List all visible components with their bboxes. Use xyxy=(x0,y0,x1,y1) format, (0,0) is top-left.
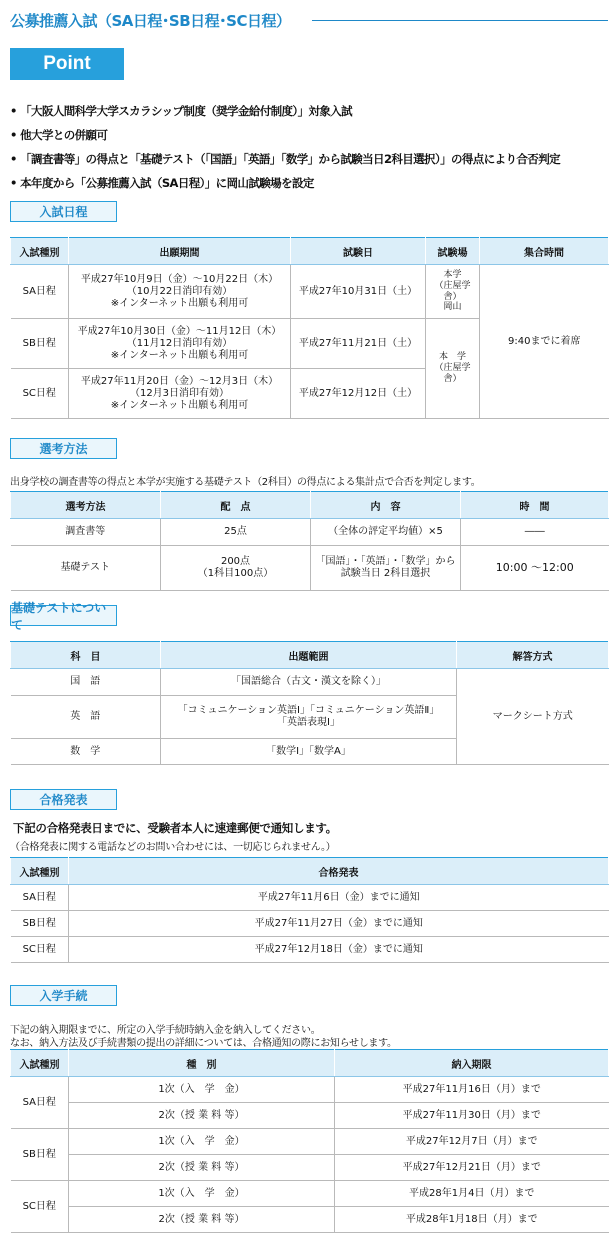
table-row xyxy=(11,519,609,546)
payment-kind: 2次（授 業 料 等） xyxy=(69,1103,335,1129)
exam-date: 平成27年11月21日（土） xyxy=(291,319,426,369)
section-label-result: 合格発表 xyxy=(10,789,117,810)
table-header: 科 目 xyxy=(11,642,161,669)
gather-time: 9:40までに着席 xyxy=(480,265,609,419)
result-date: 平成27年11月27日（金）までに通知 xyxy=(69,911,609,937)
selection-score: 25点 xyxy=(161,519,311,546)
selection-method: 調査書等 xyxy=(11,519,161,546)
table-header: 試験日 xyxy=(291,238,426,265)
table-header: 出願期間 xyxy=(69,238,291,265)
enrollment-note: 下記の納入期限までに、所定の入学手続時納入金を納入してください。 xyxy=(10,1025,321,1036)
exam-venue: 本 学 （庄屋学舎） xyxy=(426,319,480,419)
enrollment-table xyxy=(10,1049,609,1233)
section-label-selection: 選考方法 xyxy=(10,438,117,459)
table-row xyxy=(11,1207,609,1233)
table-header: 入試種別 xyxy=(11,1050,69,1077)
table-header: 種 別 xyxy=(69,1050,335,1077)
table-header: 試験場 xyxy=(426,238,480,265)
table-header: 時 間 xyxy=(461,492,609,519)
exam-type: SC日程 xyxy=(11,369,69,419)
test-range: 「国語総合（古文・漢文を除く）」 xyxy=(161,669,457,696)
table-row xyxy=(11,669,609,696)
table-header: 入試種別 xyxy=(11,238,69,265)
payment-kind: 1次（入 学 金） xyxy=(69,1181,335,1207)
exam-type: SA日程 xyxy=(11,1077,69,1129)
test-subject: 数 学 xyxy=(11,739,161,765)
point-item: • 本年度から「公募推薦入試（SA日程）」に岡山試験場を設定 xyxy=(10,171,610,195)
exam-type: SB日程 xyxy=(11,911,69,937)
table-header: 集合時間 xyxy=(480,238,609,265)
section-label-schedule: 入試日程 xyxy=(10,201,117,222)
selection-content: （全体の評定平均値）×5 xyxy=(311,519,461,546)
test-range: 「数学Ⅰ」「数学A」 xyxy=(161,739,457,765)
application-period: 平成27年11月20日（金）～12月3日（木） （12月3日消印有効） ※インターネット出願も利用可 xyxy=(69,369,291,419)
table-row xyxy=(11,1155,609,1181)
table-row xyxy=(11,885,609,911)
table-row xyxy=(11,546,609,591)
selection-score: 200点 （1科目100点） xyxy=(161,546,311,591)
table-row xyxy=(11,1181,609,1207)
exam-type: SB日程 xyxy=(11,1129,69,1181)
payment-deadline: 平成27年11月30日（月）まで xyxy=(335,1103,609,1129)
result-date: 平成27年11月6日（金）までに通知 xyxy=(69,885,609,911)
table-row xyxy=(11,265,609,319)
table-header: 入試種別 xyxy=(11,858,69,885)
table-row xyxy=(11,937,609,963)
table-header: 選考方法 xyxy=(11,492,161,519)
test-subject: 国 語 xyxy=(11,669,161,696)
result-note: 下記の合格発表日までに、受験者本人に速達郵便で通知します。 xyxy=(13,821,337,835)
section-label-enrollment: 入学手続 xyxy=(10,985,117,1006)
exam-type: SA日程 xyxy=(11,265,69,319)
enrollment-note-sub: なお、納入方法及び手続書類の提出の詳細については、合格通知の際にお知らせします。 xyxy=(10,1038,397,1049)
exam-date: 平成27年12月12日（土） xyxy=(291,369,426,419)
point-item: • 「大阪人間科学大学スカラシップ制度（奨学金給付制度）」対象入試 xyxy=(10,99,610,123)
exam-date: 平成27年10月31日（土） xyxy=(291,265,426,319)
table-row xyxy=(11,1103,609,1129)
payment-kind: 2次（授 業 料 等） xyxy=(69,1207,335,1233)
result-note-sub: （合格発表に関する電話などのお問い合わせには、一切応じられません。） xyxy=(10,842,336,853)
table-header: 合格発表 xyxy=(69,858,609,885)
basic-test-table xyxy=(10,641,609,765)
point-item: • 「調査書等」の得点と「基礎テスト（「国語」「英語」「数学」から試験当日2科目選択）」の得点により合否判定 xyxy=(10,147,610,171)
point-list xyxy=(10,99,610,195)
selection-description: 出身学校の調査書等の得点と本学が実施する基礎テスト（2科目）の得点による集計点で合否を判定します。 xyxy=(10,477,481,488)
application-period: 平成27年10月9日（金）～10月22日（木） （10月22日消印有効） ※インターネット出願も利用可 xyxy=(69,265,291,319)
exam-venue: 本学 （庄屋学舎） 岡山 xyxy=(426,265,480,319)
result-date: 平成27年12月18日（金）までに通知 xyxy=(69,937,609,963)
test-subject: 英 語 xyxy=(11,696,161,739)
payment-kind: 2次（授 業 料 等） xyxy=(69,1155,335,1181)
title-rule xyxy=(312,20,608,21)
selection-method: 基礎テスト xyxy=(11,546,161,591)
selection-table xyxy=(10,491,609,591)
table-row xyxy=(11,911,609,937)
table-header: 出題範囲 xyxy=(161,642,457,669)
point-item: • 他大学との併願可 xyxy=(10,123,610,147)
result-table xyxy=(10,857,609,963)
payment-deadline: 平成27年12月21日（月）まで xyxy=(335,1155,609,1181)
page-title: 公募推薦入試（SA日程･SB日程･SC日程） xyxy=(10,12,291,30)
table-row xyxy=(11,1129,609,1155)
schedule-table xyxy=(10,237,609,419)
selection-time: 10:00 ～12:00 xyxy=(461,546,609,591)
payment-kind: 1次（入 学 金） xyxy=(69,1077,335,1103)
exam-type: SA日程 xyxy=(11,885,69,911)
application-period: 平成27年10月30日（金）～11月12日（木） （11月12日消印有効） ※インターネット出願も利用可 xyxy=(69,319,291,369)
payment-deadline: 平成28年1月4日（月）まで xyxy=(335,1181,609,1207)
answer-format: マークシート方式 xyxy=(457,669,609,765)
payment-deadline: 平成28年1月18日（月）まで xyxy=(335,1207,609,1233)
exam-type: SC日程 xyxy=(11,937,69,963)
section-label-basic-test: 基礎テストについて xyxy=(10,605,117,626)
payment-deadline: 平成27年11月16日（月）まで xyxy=(335,1077,609,1103)
table-header: 内 容 xyxy=(311,492,461,519)
table-header: 解答方式 xyxy=(457,642,609,669)
selection-time: ―― xyxy=(461,519,609,546)
table-row xyxy=(11,1077,609,1103)
selection-content: 「国語」・「英語」・「数学」から 試験当日 2科目選択 xyxy=(311,546,461,591)
test-range: 「コミュニケーション英語Ⅰ」「コミュニケーション英語Ⅱ」 「英語表現Ⅰ」 xyxy=(161,696,457,739)
payment-deadline: 平成27年12月7日（月）まで xyxy=(335,1129,609,1155)
payment-kind: 1次（入 学 金） xyxy=(69,1129,335,1155)
point-badge: Point xyxy=(10,48,124,80)
exam-type: SC日程 xyxy=(11,1181,69,1233)
table-header: 納入期限 xyxy=(335,1050,609,1077)
table-header: 配 点 xyxy=(161,492,311,519)
exam-type: SB日程 xyxy=(11,319,69,369)
